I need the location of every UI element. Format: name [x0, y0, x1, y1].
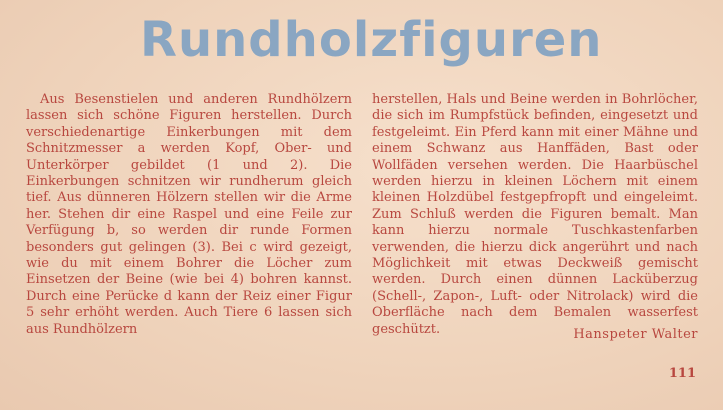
page-title: Rundholzfiguren — [140, 12, 603, 68]
article-paragraph-right: herstellen, Hals und Beine werden in Bohrlöcher, die sich im Rumpfstück befinden, eingesetzt und festgeleimt. Ein Pferd kann mit einer Mähne und einem Schwanz aus Hanffäden, Bast oder Wollfäden versehen werden. Die Haarbüschel werden hierzu in kleinen Löchern mit einem kleinen Holzdübel festgepfropft und eingeleimt. Zum Schluß werden die Figuren bemalt. Man kann hierzu normale Tuschkastenfarben verwenden, die hierzu dick angerührt und nach Möglichkeit mit etwas Deckweiß gemischt werden. Durch einen dünnen Lacküberzug (Schell-, Zapon-, Luft- oder Nitrolack) wird die Oberfläche nach dem Bemalen wasserfest geschützt. — [372, 92, 698, 337]
article-column-left — [26, 92, 352, 338]
article-paragraph-left: Aus Besenstielen und anderen Rundhölzern lassen sich schöne Figuren herstellen. Durch verschiedenartige Einkerbungen mit dem Schnitzmesser a werden Kopf, Ober- und Unterkörper gebildet (1 und 2). Die Einkerbungen schnitzen wir rundherum gleich tief. Aus dünneren Hölzern stellen wir die Arme her. Stehen dir eine Raspel und eine Feile zur Verfügung b, so werden dir runde Formen besonders gut gelingen (3). Bei c wird gezeigt, wie du mit einem Bohrer die Löcher zum Einsetzen der Beine (wie bei 4) bohren kannst. Durch eine Perücke d kann der Reiz einer Figur 5 sehr erhöht werden. Auch Tiere 6 lassen sich aus Rundhölzern — [26, 92, 352, 337]
author-signature: Hanspeter Walter — [573, 327, 698, 342]
article-column-right — [372, 92, 698, 338]
page-number: 111 — [668, 366, 696, 381]
